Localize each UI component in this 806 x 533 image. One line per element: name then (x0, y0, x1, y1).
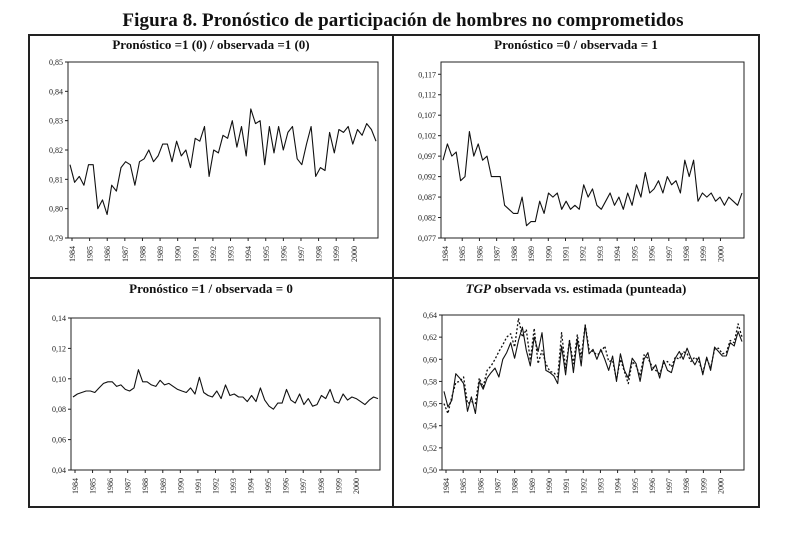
panel-4-x-tick-label: 1995 (630, 478, 640, 494)
panel-3-x-tick-label: 1992 (211, 478, 221, 494)
panel-3-y-tick-label: 0,10 (52, 374, 66, 384)
panel-1-x-tick-label: 1996 (279, 246, 289, 262)
panel-3-x-tick-label: 1989 (158, 478, 168, 494)
panel-3-x-tick-label: 1985 (88, 478, 98, 494)
panel-1-x-tick-label: 1998 (314, 246, 324, 262)
panel-1-x-tick-label: 1984 (68, 246, 77, 262)
panel-1-x-tick-label: 1990 (173, 246, 183, 262)
panel-2-x-tick-label: 1985 (458, 246, 468, 262)
panel-1-x-tick-label: 2000 (349, 246, 359, 262)
panel-3-x-tick-label: 1991 (193, 478, 203, 494)
panel-3-series-line (73, 370, 378, 410)
panel-4-x-tick-label: 1985 (459, 478, 469, 494)
panel-4-y-tick-label: 0,54 (423, 421, 437, 431)
panel-1-x-tick-label: 1987 (120, 246, 130, 262)
panel-1-y-tick-label: 0,79 (49, 234, 63, 243)
panel-3-x-tick-label: 1990 (176, 478, 186, 494)
panel-4-x-tick-label: 1992 (579, 478, 589, 494)
panel-2-x-tick-label: 1992 (578, 246, 588, 262)
panel-3-x-tick-label: 2000 (351, 478, 361, 494)
panel-4-y-tick-label: 0,56 (423, 399, 437, 409)
panel-2-y-tick-label: 0,102 (418, 131, 436, 141)
panel-1-x-tick-label: 1988 (138, 246, 148, 262)
panel-4-y-tick-label: 0,58 (423, 377, 437, 387)
panel-1-x-tick-label: 1989 (156, 246, 166, 262)
panel-3-y-tick-label: 0,06 (52, 435, 66, 445)
panel-1-title: Pronóstico =1 (0) / observada =1 (0) (112, 37, 310, 52)
panel-3-x-tick-label: 1986 (106, 478, 116, 494)
panel-3-x-tick-label: 1993 (229, 478, 239, 494)
panel-2-x-tick-label: 1999 (699, 246, 709, 262)
panel-2-x-tick-label: 1986 (475, 246, 485, 262)
panel-1-x-tick-label: 1991 (191, 246, 201, 262)
panel-2-x-tick-label: 1987 (492, 246, 502, 262)
panel-1-x-tick-label: 1993 (226, 246, 236, 262)
panel-2-x-tick-label: 1984 (441, 246, 450, 262)
panel-2-y-tick-label: 0,092 (418, 172, 436, 182)
panel-3-plot-area (71, 318, 380, 470)
panel-2-x-tick-label: 2000 (716, 246, 726, 262)
panel-4-x-tick-label: 1994 (613, 478, 623, 494)
panel-2-y-tick-label: 0,117 (418, 70, 436, 80)
panel-2-x-tick-label: 1995 (630, 246, 640, 262)
panel-3-x-tick-label: 1996 (281, 478, 291, 494)
panel-3-y-tick-label: 0,14 (52, 314, 66, 323)
panel-4-x-tick-label: 1997 (665, 478, 675, 494)
panel-3-x-tick-label: 1988 (141, 478, 151, 494)
panel-3-x-tick-label: 1994 (246, 478, 256, 494)
panel-1-series-line (70, 109, 376, 215)
panel-4-x-tick-label: 1996 (647, 478, 657, 494)
panel-2-y-tick-label: 0,107 (418, 111, 436, 121)
panel-3-x-tick-label: 1999 (334, 478, 344, 494)
panel-1-y-tick-label: 0,84 (49, 87, 63, 97)
panel-1-x-tick-label: 1992 (208, 246, 218, 262)
panel-2-y-tick-label: 0,077 (418, 234, 436, 243)
panel-1-x-tick-label: 1999 (332, 246, 342, 262)
panel-4-x-tick-label: 1987 (493, 477, 503, 494)
panel-4-series-line-dotted (444, 318, 742, 413)
panel-4-title-rest: observada vs. estimada (punteada) (490, 281, 687, 296)
panel-1-y-tick-label: 0,83 (49, 116, 63, 126)
panel-3-y-tick-label: 0,12 (52, 344, 66, 354)
panel-2-y-tick-label: 0,112 (418, 90, 436, 100)
panel-2-x-tick-label: 1988 (509, 246, 519, 262)
panel-4-x-tick-label: 1986 (476, 478, 486, 494)
panel-1-y-tick-label: 0,80 (49, 204, 63, 214)
panel-3-x-tick-label: 1984 (71, 478, 80, 494)
panel-4-x-tick-label: 2000 (716, 478, 726, 494)
panel-1-y-tick-label: 0,85 (49, 58, 63, 67)
panel-4-x-tick-label: 1999 (699, 478, 709, 494)
panel-2-plot-area (441, 62, 744, 238)
panel-3-x-tick-label: 1995 (264, 478, 274, 494)
figure-title: Figura 8. Pronóstico de participación de hombres no comprometidos (122, 10, 684, 31)
panel-3-title: Pronóstico =1 / observada = 0 (129, 281, 293, 296)
panel-2-y-tick-label: 0,097 (418, 152, 436, 162)
panel-3-x-tick-label: 1987 (123, 478, 133, 494)
panel-2-y-tick-label: 0,082 (418, 213, 436, 223)
panel-1-y-tick-label: 0,82 (49, 146, 63, 155)
panel-4-x-tick-label: 1989 (527, 478, 537, 494)
panel-1-y-tick-label: 0,81 (49, 175, 63, 185)
panel-4-x-tick-label: 1988 (510, 478, 520, 494)
panel-4-y-tick-label: 0,50 (423, 466, 437, 475)
panel-4-title-italic: TGP (465, 281, 491, 296)
panel-4-x-tick-label: 1990 (544, 478, 554, 494)
panel-1-plot-area (68, 62, 378, 238)
panel-3-y-tick-label: 0,04 (52, 466, 66, 475)
panel-2-x-tick-label: 1993 (595, 246, 605, 262)
panel-4-y-tick-label: 0,52 (423, 443, 437, 453)
panel-2-x-tick-label: 1991 (561, 246, 571, 262)
panel-4-x-tick-label: 1993 (596, 478, 606, 494)
panel-4-y-tick-label: 0,60 (423, 355, 437, 365)
panel-4-y-tick-label: 0,64 (423, 311, 437, 320)
panel-1-x-tick-label: 1997 (296, 246, 306, 262)
panel-3-y-tick-label: 0,08 (52, 405, 66, 415)
panel-2-x-tick-label: 1996 (647, 246, 657, 262)
panel-4-y-tick-label: 0,62 (423, 333, 437, 343)
panel-2-x-tick-label: 1994 (613, 246, 623, 262)
panel-3-x-tick-label: 1997 (299, 478, 309, 494)
panel-3-x-tick-label: 1998 (316, 478, 326, 494)
panel-2-y-tick-label: 0,087 (418, 193, 436, 203)
panel-4-series-line-solid (444, 325, 742, 414)
panel-4-x-tick-label: 1991 (562, 478, 572, 494)
panel-2-x-tick-label: 1998 (682, 246, 692, 262)
panel-1-x-tick-label: 1986 (103, 246, 113, 262)
panel-1-x-tick-label: 1995 (261, 246, 271, 262)
panel-2-title: Pronóstico =0 / observada = 1 (494, 37, 658, 52)
panel-2-x-tick-label: 1997 (664, 246, 674, 262)
panel-1-x-tick-label: 1985 (85, 246, 95, 262)
panel-2-x-tick-label: 1989 (527, 246, 537, 262)
panel-1-x-tick-label: 1994 (244, 246, 254, 262)
panel-4-plot-area (442, 315, 744, 470)
panel-2-series-line (443, 132, 742, 226)
panel-4-x-tick-label: 1998 (682, 478, 692, 494)
panel-4-x-tick-label: 1984 (442, 478, 451, 494)
panel-2-x-tick-label: 1990 (544, 246, 554, 262)
